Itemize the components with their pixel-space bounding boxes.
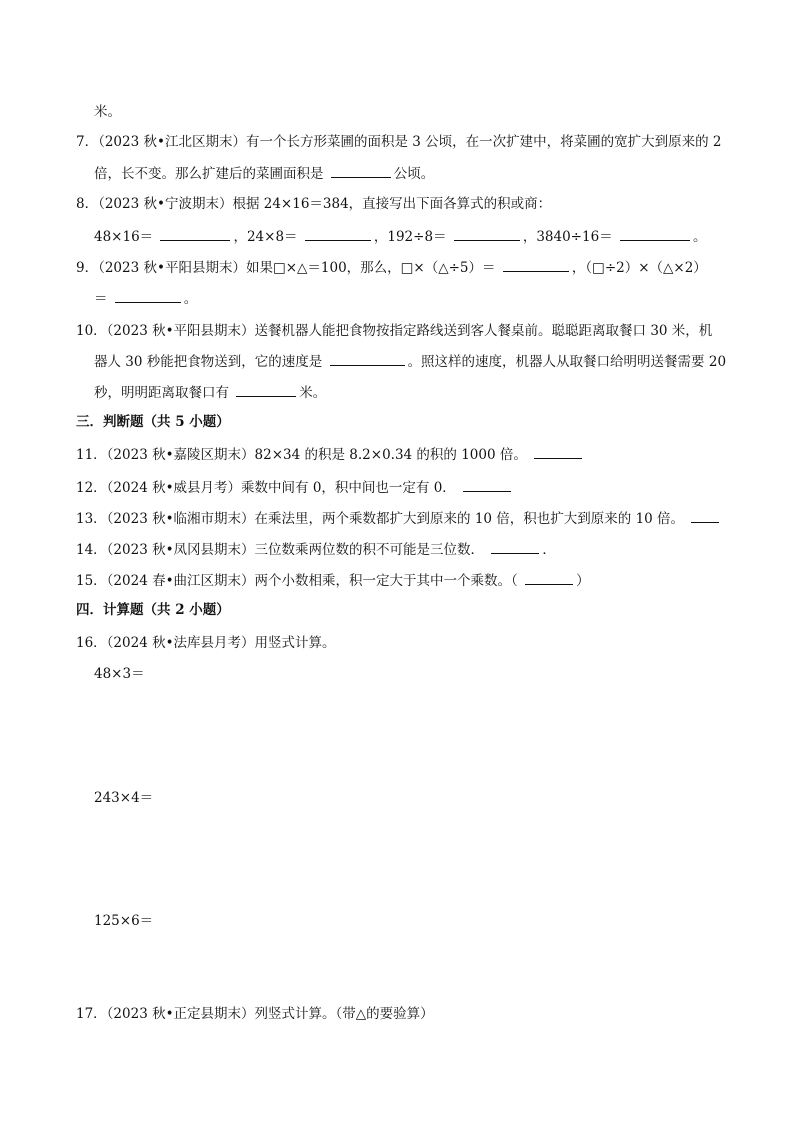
answer-blank[interactable] bbox=[115, 289, 181, 303]
answer-blank[interactable] bbox=[331, 164, 391, 178]
text: ，（□÷2）×（△×2） bbox=[571, 260, 707, 276]
question-10-line1 bbox=[76, 322, 712, 340]
calc-item-3 bbox=[94, 912, 153, 930]
answer-blank[interactable] bbox=[620, 227, 690, 241]
question-16 bbox=[76, 634, 336, 652]
text: 四．计算题（共 2 小题） bbox=[76, 602, 230, 618]
text: 11．（2023 秋•嘉陵区期末）82×34 的积是 8.2×0.34 的积的 1000 倍。 bbox=[76, 447, 527, 463]
question-7-line2 bbox=[94, 164, 434, 183]
text: 秒，明明距离取餐口有 bbox=[94, 385, 229, 401]
text: 7．（2023 秋•江北区期末）有一个长方形菜圃的面积是 3 公顷，在一次扩建中，将菜圃的宽扩大到原来的 2 bbox=[76, 134, 722, 150]
text: 米。 bbox=[94, 104, 121, 120]
text: 243×4＝ bbox=[94, 790, 154, 806]
answer-blank[interactable] bbox=[503, 258, 569, 272]
text: 48×3＝ bbox=[94, 666, 145, 682]
text: ． bbox=[542, 542, 556, 558]
answer-blank[interactable] bbox=[160, 227, 230, 241]
text: 9．（2023 秋•平阳县期末）如果□×△＝100，那么，□×（△÷5）＝ bbox=[76, 260, 496, 276]
text: 10．（2023 秋•平阳县期末）送餐机器人能把食物按指定路线送到客人餐桌前。聪聪距离取餐口 30 米，机 bbox=[76, 323, 713, 339]
question-12 bbox=[76, 478, 514, 497]
answer-blank[interactable] bbox=[330, 352, 405, 366]
question-11 bbox=[76, 445, 585, 464]
text: 8．（2023 秋•宁波期末）根据 24×16＝384，直接写出下面各算式的积或商： bbox=[76, 196, 552, 212]
answer-blank[interactable] bbox=[525, 571, 573, 585]
question-10-line2 bbox=[94, 352, 726, 371]
question-9-line2 bbox=[94, 289, 197, 308]
text: 。 bbox=[692, 229, 707, 245]
calc-item-1 bbox=[94, 665, 145, 683]
text: ） bbox=[576, 573, 590, 589]
answer-blank[interactable] bbox=[463, 478, 511, 492]
question-10-line3 bbox=[94, 383, 326, 402]
text: 13．（2023 秋•临湘市期末）在乘法里，两个乘数都扩大到原来的 10 倍，积也扩大到原来的 10 倍。 bbox=[76, 511, 685, 527]
answer-blank[interactable] bbox=[534, 445, 582, 459]
text: 公顷。 bbox=[393, 166, 435, 182]
text: 三．判断题（共 5 小题） bbox=[76, 414, 230, 430]
text: ，3840÷16＝ bbox=[522, 229, 613, 245]
text: 12．（2024 秋•威县月考）乘数中间有 0，积中间也一定有 0． bbox=[76, 480, 456, 496]
section-heading-calculation bbox=[76, 601, 230, 619]
text: 17．（2023 秋•正定县期末）列竖式计算。（带△的要验算） bbox=[76, 1006, 434, 1022]
text: 器人 30 秒能把食物送到，它的速度是 bbox=[94, 354, 323, 370]
text: 倍，长不变。那么扩建后的菜圃面积是 bbox=[94, 166, 324, 182]
answer-blank[interactable] bbox=[305, 227, 371, 241]
question-14 bbox=[76, 540, 556, 559]
section-heading-judgement bbox=[76, 413, 230, 431]
question-8-line1 bbox=[76, 195, 551, 213]
text: 。 bbox=[183, 291, 198, 307]
answer-blank[interactable] bbox=[491, 540, 539, 554]
question-7-line1 bbox=[76, 133, 722, 151]
answer-blank[interactable] bbox=[691, 509, 719, 523]
calc-item-2 bbox=[94, 789, 153, 807]
text: 16．（2024 秋•法库县月考）用竖式计算。 bbox=[76, 635, 336, 651]
text: ＝ bbox=[94, 291, 108, 307]
text: ，192÷8＝ bbox=[373, 229, 447, 245]
text: 15．（2024 春•曲江区期末）两个小数相乘，积一定大于其中一个乘数。（ bbox=[76, 573, 518, 589]
question-13 bbox=[76, 509, 722, 528]
text: ，24×8＝ bbox=[233, 229, 298, 245]
text: 125×6＝ bbox=[94, 913, 154, 929]
question-8-line2 bbox=[94, 227, 706, 246]
line-continuation bbox=[94, 103, 121, 121]
answer-blank[interactable] bbox=[454, 227, 520, 241]
text: 米。 bbox=[299, 385, 327, 401]
answer-blank[interactable] bbox=[236, 383, 296, 397]
question-15 bbox=[76, 571, 590, 590]
text: 48×16＝ bbox=[94, 229, 154, 245]
text: 。照这样的速度，机器人从取餐口给明明送餐需要 20 bbox=[407, 354, 727, 370]
question-17 bbox=[76, 1005, 434, 1023]
text: 14．（2023 秋•凤冈县期末）三位数乘两位数的积不可能是三位数． bbox=[76, 542, 485, 558]
question-9-line1 bbox=[76, 258, 707, 277]
